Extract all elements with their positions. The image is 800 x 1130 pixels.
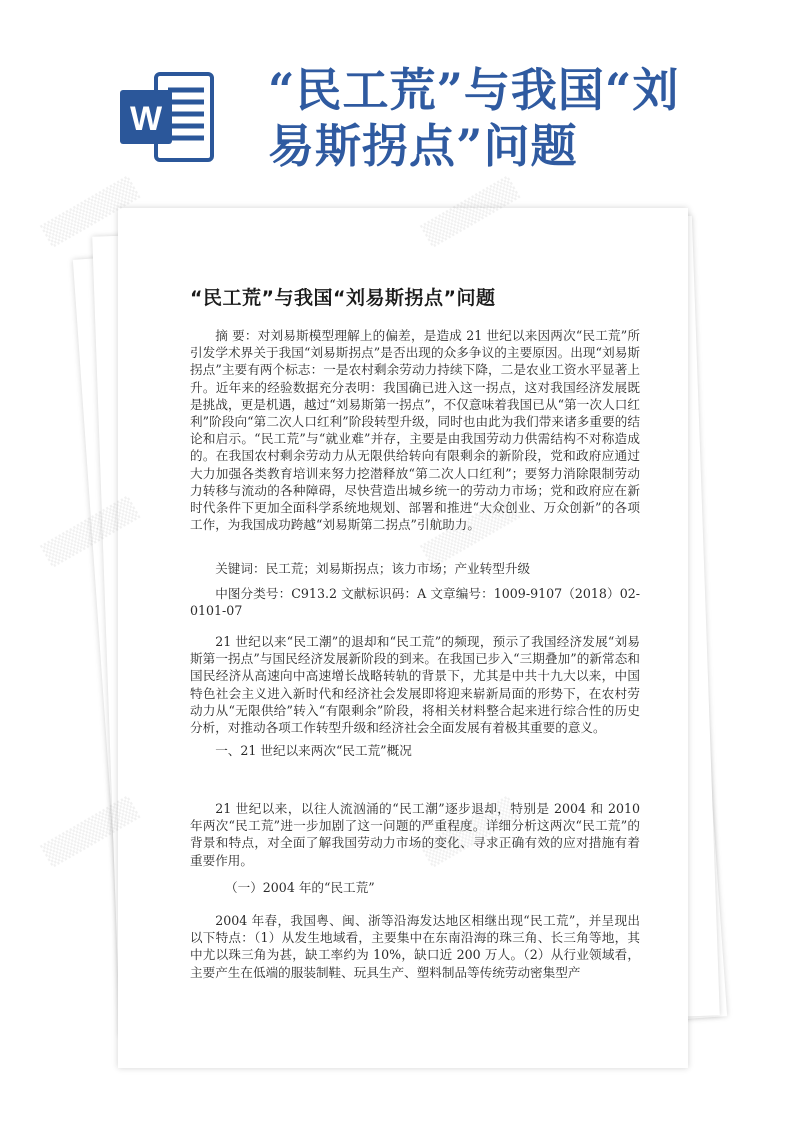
- watermark-mark: ▒▒▒▒▒▒: [40, 176, 141, 249]
- watermark-mark: ▒▒▒▒▒▒: [40, 796, 141, 869]
- header-title: [268, 62, 738, 174]
- section-heading: 一、21 世纪以来两次“民工荒”概况: [215, 743, 412, 758]
- abstract-paragraph: 摘 要：对刘易斯模型理解上的偏差，是造成 21 世纪以来因两次“民工荒”所引发学术界关于我国“刘易斯拐点”是否出现的众多争议的主要原因。出现“刘易斯拐点”主要有两个标志：一是农村剩余劳动力持续下降，二是农业工资水平显著上升。近年来的经验数据充分表明：我国确已进入这一拐点，这对我国经济发展既是挑战，更是机遇，越过“刘易斯第一拐点”，不仅意味着我国已从“第一次人口红利”阶段向“第二次人口红利”阶段转型升级，同时也由此为我们带来诸多重要的结论和启示。“民工荒”与“就业难”并存，主要是由我国劳动力供需结构不对称造成的。在我国农村剩余劳动力从无限供给转向有限剩余的新阶段，党和政府应通过大力加强各类教育培训来努力挖潜释放“第二次人口红利”；要努力消除限制劳动力转移与流动的各种障碍，尽快营造出城乡统一的劳动力市场；党和政府应在新时代条件下更加全面科学系统地规划、部署和推进“大众创业、万众创新”的各项工作，为我国成功跨越“刘易斯第二拐点”引航助力。: [190, 328, 640, 533]
- intro-paragraph: 21 世纪以来“民工潮”的退却和“民工荒”的频现，预示了我国经济发展“刘易斯第一拐点”与国民经济发展新阶段的到来。在我国已步入“三期叠加”的新常态和国民经济从高速向中高速增长战略转轨的背景下，尤其是中共十九大以来，中国特色社会主义进入新时代和经济社会发展即将迎来崭新局面的形势下，在农村劳动力从“无限供给”转入“有限剩余”阶段，将相关材料整合起来进行综合性的历史分析，对推动各项工作转型升级和经济社会全面发展有着极其重要的意义。: [190, 634, 640, 736]
- document-title: “民工荒”与我国“刘易斯拐点”问题: [190, 287, 496, 309]
- classification-line: 中图分类号：C913.2 文献标识码：A 文章编号：1009-9107（2018）02-0101-07: [190, 586, 640, 619]
- section-body: 21 世纪以来，以往人流汹涌的“民工潮”逐步退却，特别是 2004 和 2010 年两次“民工荒”进一步加剧了这一问题的严重程度。详细分析这两次“民工荒”的背景和特点，对全面了解我国劳动力市场的变化、寻求正确有效的应对措施有着重要作用。: [190, 801, 640, 868]
- watermark-mark: ▒▒▒▒▒▒: [40, 496, 141, 569]
- header-title-line1: “民工荒”与我国“刘: [268, 63, 680, 117]
- subsection-body: 2004 年春，我国粤、闽、浙等沿海发达地区相继出现“民工荒”，并呈现出以下特点：（1）从发生地域看，主要集中在东南沿海的珠三角、长三角等地，其中尤以珠三角为甚，缺工率约为 10%，缺口近 200 万人。（2）从行业领域看，主要产生在低端的服装制鞋、玩具生产、塑料制品等传统劳动密集型产: [190, 913, 640, 980]
- keywords-line: 关键词：民工荒；刘易斯拐点；该力市场；产业转型升级: [215, 561, 531, 576]
- subsection-heading: （一）2004 年的“民工荒”: [225, 880, 375, 895]
- svg-text:W: W: [129, 100, 163, 138]
- word-icon: [118, 68, 216, 166]
- header-title-line2: 易斯拐点”问题: [268, 119, 578, 173]
